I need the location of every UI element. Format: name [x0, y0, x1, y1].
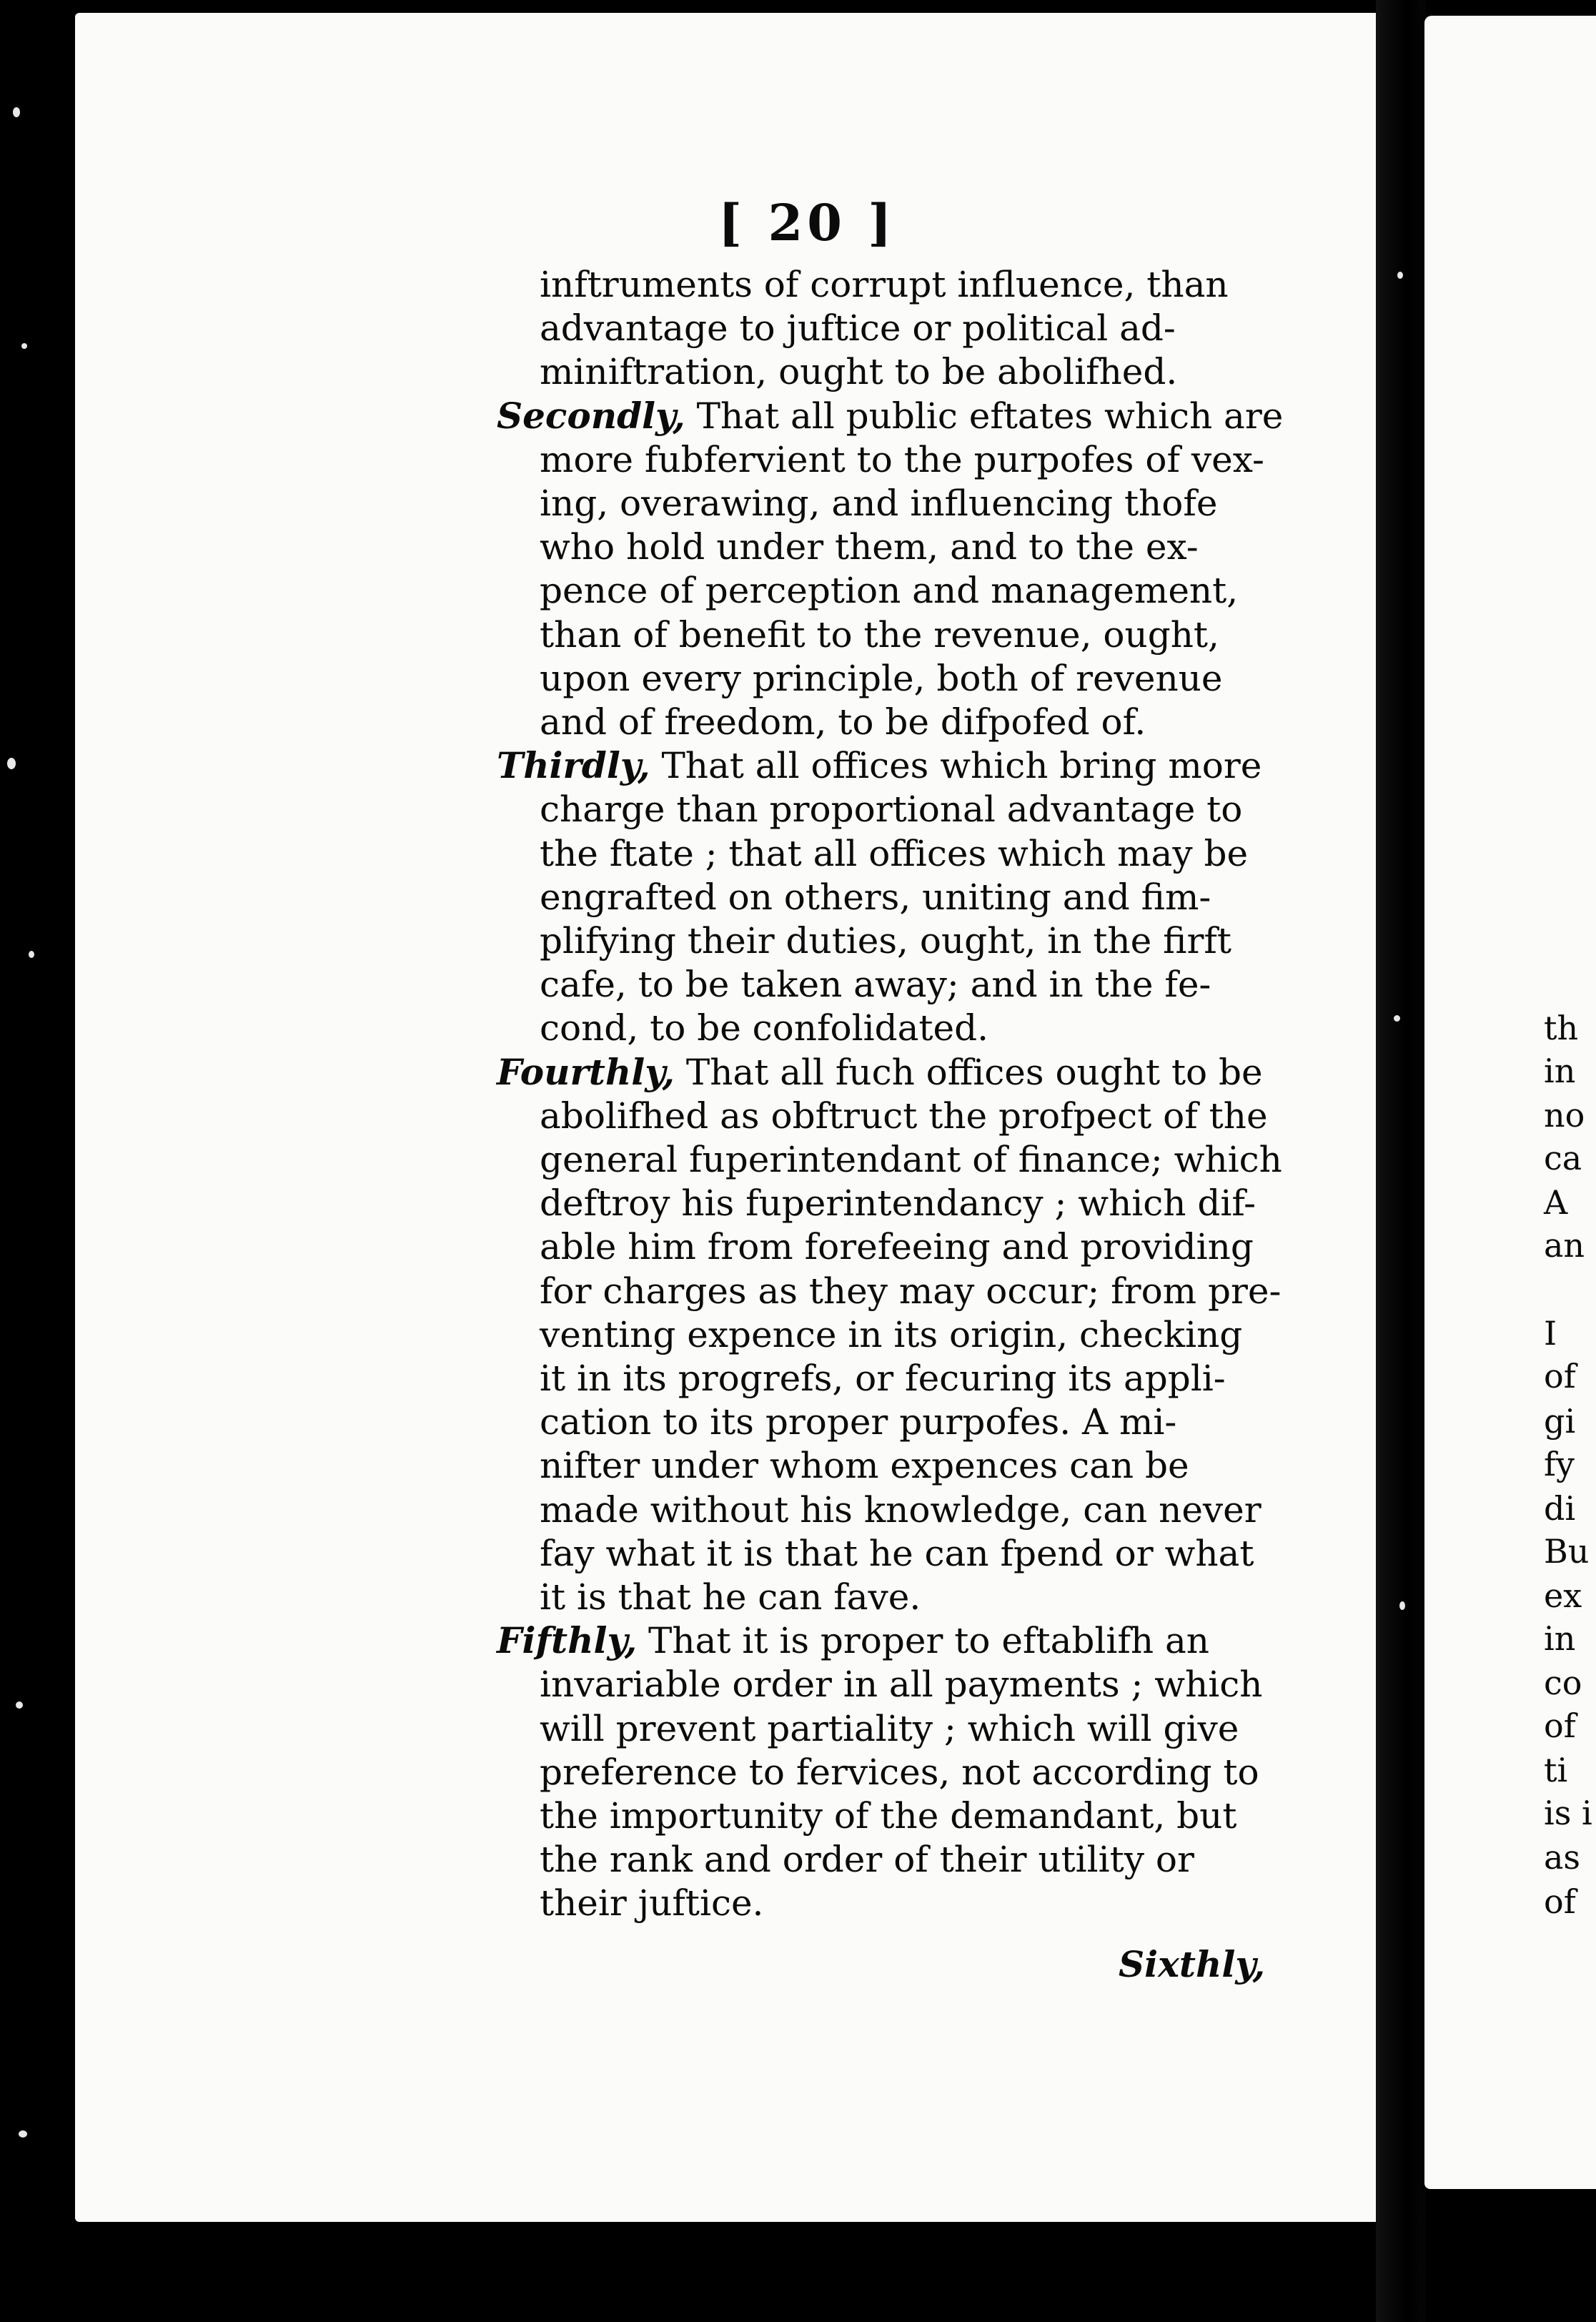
line-text: engrafted on others, uniting and fim-	[540, 876, 1211, 918]
facing-page-fragment: I	[1544, 1314, 1557, 1353]
text-line	[540, 263, 1229, 306]
line-text: cafe, to be taken away; and in the fe-	[540, 964, 1211, 1005]
text-line	[497, 1619, 1209, 1662]
text-line	[540, 569, 1238, 612]
facing-page-fragment: of	[1544, 1706, 1576, 1745]
text-line	[497, 1051, 1263, 1094]
line-text: nifter under whom expences can be	[540, 1445, 1189, 1486]
line-text: That it is proper to eftablifh an	[648, 1620, 1209, 1661]
text-line	[540, 1270, 1281, 1313]
facing-page-fragment: Bu	[1544, 1532, 1590, 1571]
line-text: it is that he can fave.	[540, 1576, 921, 1618]
line-text: inftruments of corrupt influence, than	[540, 264, 1229, 305]
facing-page-fragment: ti	[1544, 1751, 1568, 1789]
line-text: who hold under them, and to the ex-	[540, 526, 1199, 568]
catchword: Sixthly,	[1119, 1943, 1266, 1985]
text-line	[540, 832, 1248, 875]
text-line	[540, 1182, 1256, 1225]
line-text: That all fuch offices ought to be	[685, 1052, 1263, 1093]
line-text: the rank and order of their utility or	[540, 1839, 1194, 1880]
text-line	[540, 1882, 763, 1925]
text-line	[540, 1751, 1259, 1794]
line-text: That all offices which bring more	[661, 745, 1262, 786]
paragraph-lead: Thirdly,	[497, 744, 650, 786]
facing-page-fragment: gi	[1544, 1402, 1576, 1441]
facing-page-fragment: as	[1544, 1838, 1581, 1877]
facing-page-fragment: fy	[1544, 1445, 1575, 1483]
text-line	[540, 1794, 1236, 1837]
facing-page-fragment: in	[1544, 1619, 1576, 1658]
line-text: abolifhed as obftruct the profpect of the	[540, 1095, 1268, 1137]
text-line	[540, 919, 1231, 962]
text-line	[540, 876, 1211, 919]
text-line	[540, 1357, 1226, 1400]
text-line	[540, 1138, 1282, 1181]
line-text: miniftration, ought to be abolifhed.	[540, 351, 1178, 392]
line-text: it in its progrefs, or fecuring its appli-	[540, 1358, 1226, 1399]
text-line	[540, 1400, 1176, 1443]
line-text: venting expence in its origin, checking	[540, 1314, 1243, 1355]
text-line	[540, 350, 1177, 393]
line-text: That all public eftates which are	[696, 395, 1284, 437]
line-text: than of benefit to the revenue, ought,	[540, 614, 1219, 656]
text-line	[540, 482, 1217, 525]
text-line	[540, 438, 1264, 481]
line-text: pence of perception and management,	[540, 570, 1239, 611]
facing-page-fragment: di	[1544, 1489, 1576, 1528]
facing-page-fragment: th	[1544, 1009, 1579, 1047]
text-line	[540, 657, 1222, 700]
facing-page-fragment: ca	[1544, 1139, 1582, 1177]
facing-page-fragment: co	[1544, 1664, 1582, 1702]
text-line	[540, 1225, 1254, 1268]
line-text: the importunity of the demandant, but	[540, 1795, 1237, 1837]
text-line	[540, 1313, 1242, 1356]
text-line	[540, 1007, 988, 1049]
line-text: for charges as they may occur; from pre-	[540, 1270, 1282, 1312]
facing-page-fragment: an	[1544, 1226, 1585, 1265]
facing-page-fragment: ex	[1544, 1576, 1582, 1615]
line-text: made without his knowledge, can never	[540, 1489, 1262, 1531]
line-text: more fubfervient to the purpofes of vex-	[540, 439, 1264, 480]
text-line	[540, 788, 1242, 831]
paragraph-lead: Secondly,	[497, 395, 685, 437]
paragraph-lead: Fourthly,	[497, 1051, 675, 1093]
facing-page-fragment: of	[1544, 1882, 1576, 1921]
text-line	[540, 1488, 1262, 1531]
text-line	[497, 744, 1262, 787]
line-text: advantage to juftice or political ad-	[540, 307, 1176, 349]
text-line	[540, 1663, 1262, 1706]
facing-page-fragment: A	[1544, 1183, 1568, 1222]
text-line	[540, 1444, 1189, 1487]
line-text: deftroy his fuperintendancy ; which dif-	[540, 1182, 1256, 1224]
text-line	[540, 963, 1211, 1006]
text-line	[540, 1838, 1194, 1881]
line-text: will prevent partiality ; which will give	[540, 1708, 1239, 1749]
text-line	[540, 701, 1146, 743]
line-text: fay what it is that he can fpend or what	[540, 1533, 1254, 1574]
facing-page-fragment: is i	[1544, 1794, 1592, 1832]
running-head: [ 20 ]	[718, 193, 896, 252]
text-line	[540, 1532, 1254, 1575]
line-text: cation to its proper purpofes. A mi-	[540, 1401, 1177, 1443]
facing-page-fragment: no	[1544, 1096, 1585, 1135]
line-text: and of freedom, to be difpofed of.	[540, 701, 1146, 743]
paragraph-lead: Fifthly,	[497, 1619, 638, 1661]
text-line	[540, 307, 1176, 350]
text-line	[540, 1576, 921, 1619]
line-text: charge than proportional advantage to	[540, 789, 1243, 830]
line-text: cond, to be confolidated.	[540, 1007, 988, 1049]
line-text: preference to fervices, not according to	[540, 1752, 1259, 1793]
line-text: upon every principle, both of revenue	[540, 658, 1223, 699]
text-line	[497, 395, 1283, 438]
line-text: invariable order in all payments ; which	[540, 1664, 1263, 1705]
line-text: plifying their duties, ought, in the firft	[540, 920, 1231, 962]
line-text: ing, overawing, and influencing thofe	[540, 483, 1218, 524]
line-text: general fuperintendant of finance; which	[540, 1139, 1282, 1180]
text-line	[540, 1707, 1239, 1750]
facing-page-fragment: in	[1544, 1052, 1576, 1090]
line-text: their juftice.	[540, 1882, 764, 1924]
line-text: able him from forefeeing and providing	[540, 1226, 1254, 1268]
text-line	[540, 525, 1199, 568]
facing-page-fragment: of	[1544, 1357, 1576, 1395]
line-text: the ftate ; that all offices which may be	[540, 833, 1249, 874]
text-line	[540, 1095, 1268, 1137]
text-line	[540, 613, 1219, 656]
